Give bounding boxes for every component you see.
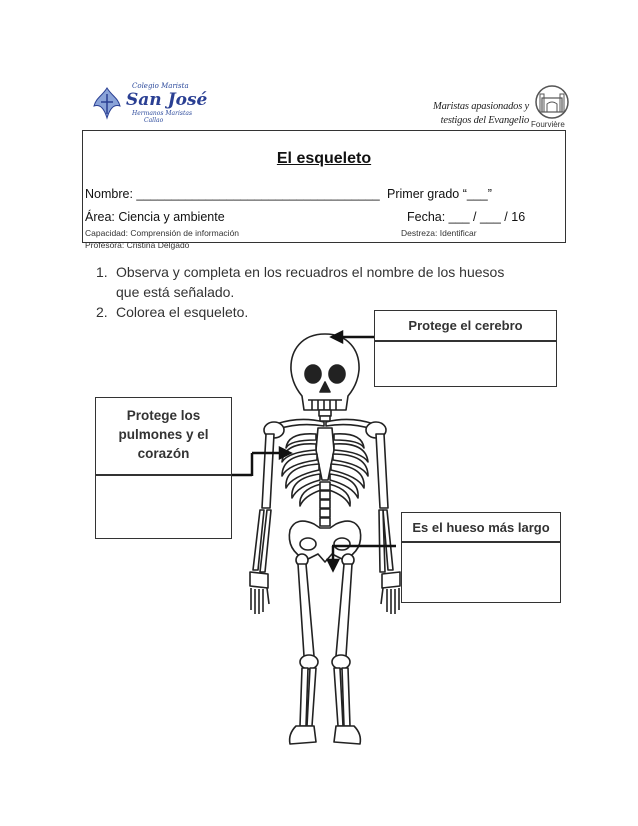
instruction-text: Observa y completa en los recuadros el nombre de los huesos (116, 264, 505, 280)
label-box-skull: Protege el cerebro (374, 310, 557, 341)
logo-line1: Colegio Marista (132, 82, 189, 90)
label-box-femur: Es el hueso más largo (401, 512, 561, 542)
skill-label: Destreza: Identificar (401, 228, 477, 238)
grade-field[interactable]: Primer grado “___” (387, 187, 492, 201)
answer-box-ribs[interactable] (95, 475, 232, 539)
answer-box-skull[interactable] (374, 341, 557, 387)
logo-line3: Hermanos Maristas (132, 110, 193, 117)
instruction-text: que está señalado. (116, 284, 235, 300)
teacher-label: Profesora: Cristina Delgado (85, 240, 190, 250)
area-label: Área: Ciencia y ambiente (85, 210, 225, 224)
instruction-text: Colorea el esqueleto. (116, 304, 249, 320)
logo-line2: San José (126, 90, 208, 110)
label-ribs-line1: Protege los (126, 408, 201, 423)
logo-line4: Callao (144, 117, 164, 124)
capacity-label: Capacidad: Comprensión de información (85, 228, 240, 238)
instruction-number: 1. (96, 264, 108, 280)
label-ribs-line2: pulmones y el (118, 427, 209, 442)
label-box-ribs (95, 397, 232, 475)
motto-line1: Maristas apasionados y (433, 101, 529, 112)
label-ribs-line3: corazón (137, 446, 190, 461)
date-field[interactable]: Fecha: ___ / ___ / 16 (407, 210, 526, 224)
name-field[interactable]: Nombre: ___________________________________ (85, 187, 380, 201)
instruction-number: 2. (96, 304, 108, 320)
answer-box-femur[interactable] (401, 542, 561, 603)
worksheet-title: El esqueleto (276, 150, 372, 167)
fourviere-caption: Fourvière (531, 120, 565, 129)
motto-line2: testigos del Evangelio (440, 115, 529, 126)
